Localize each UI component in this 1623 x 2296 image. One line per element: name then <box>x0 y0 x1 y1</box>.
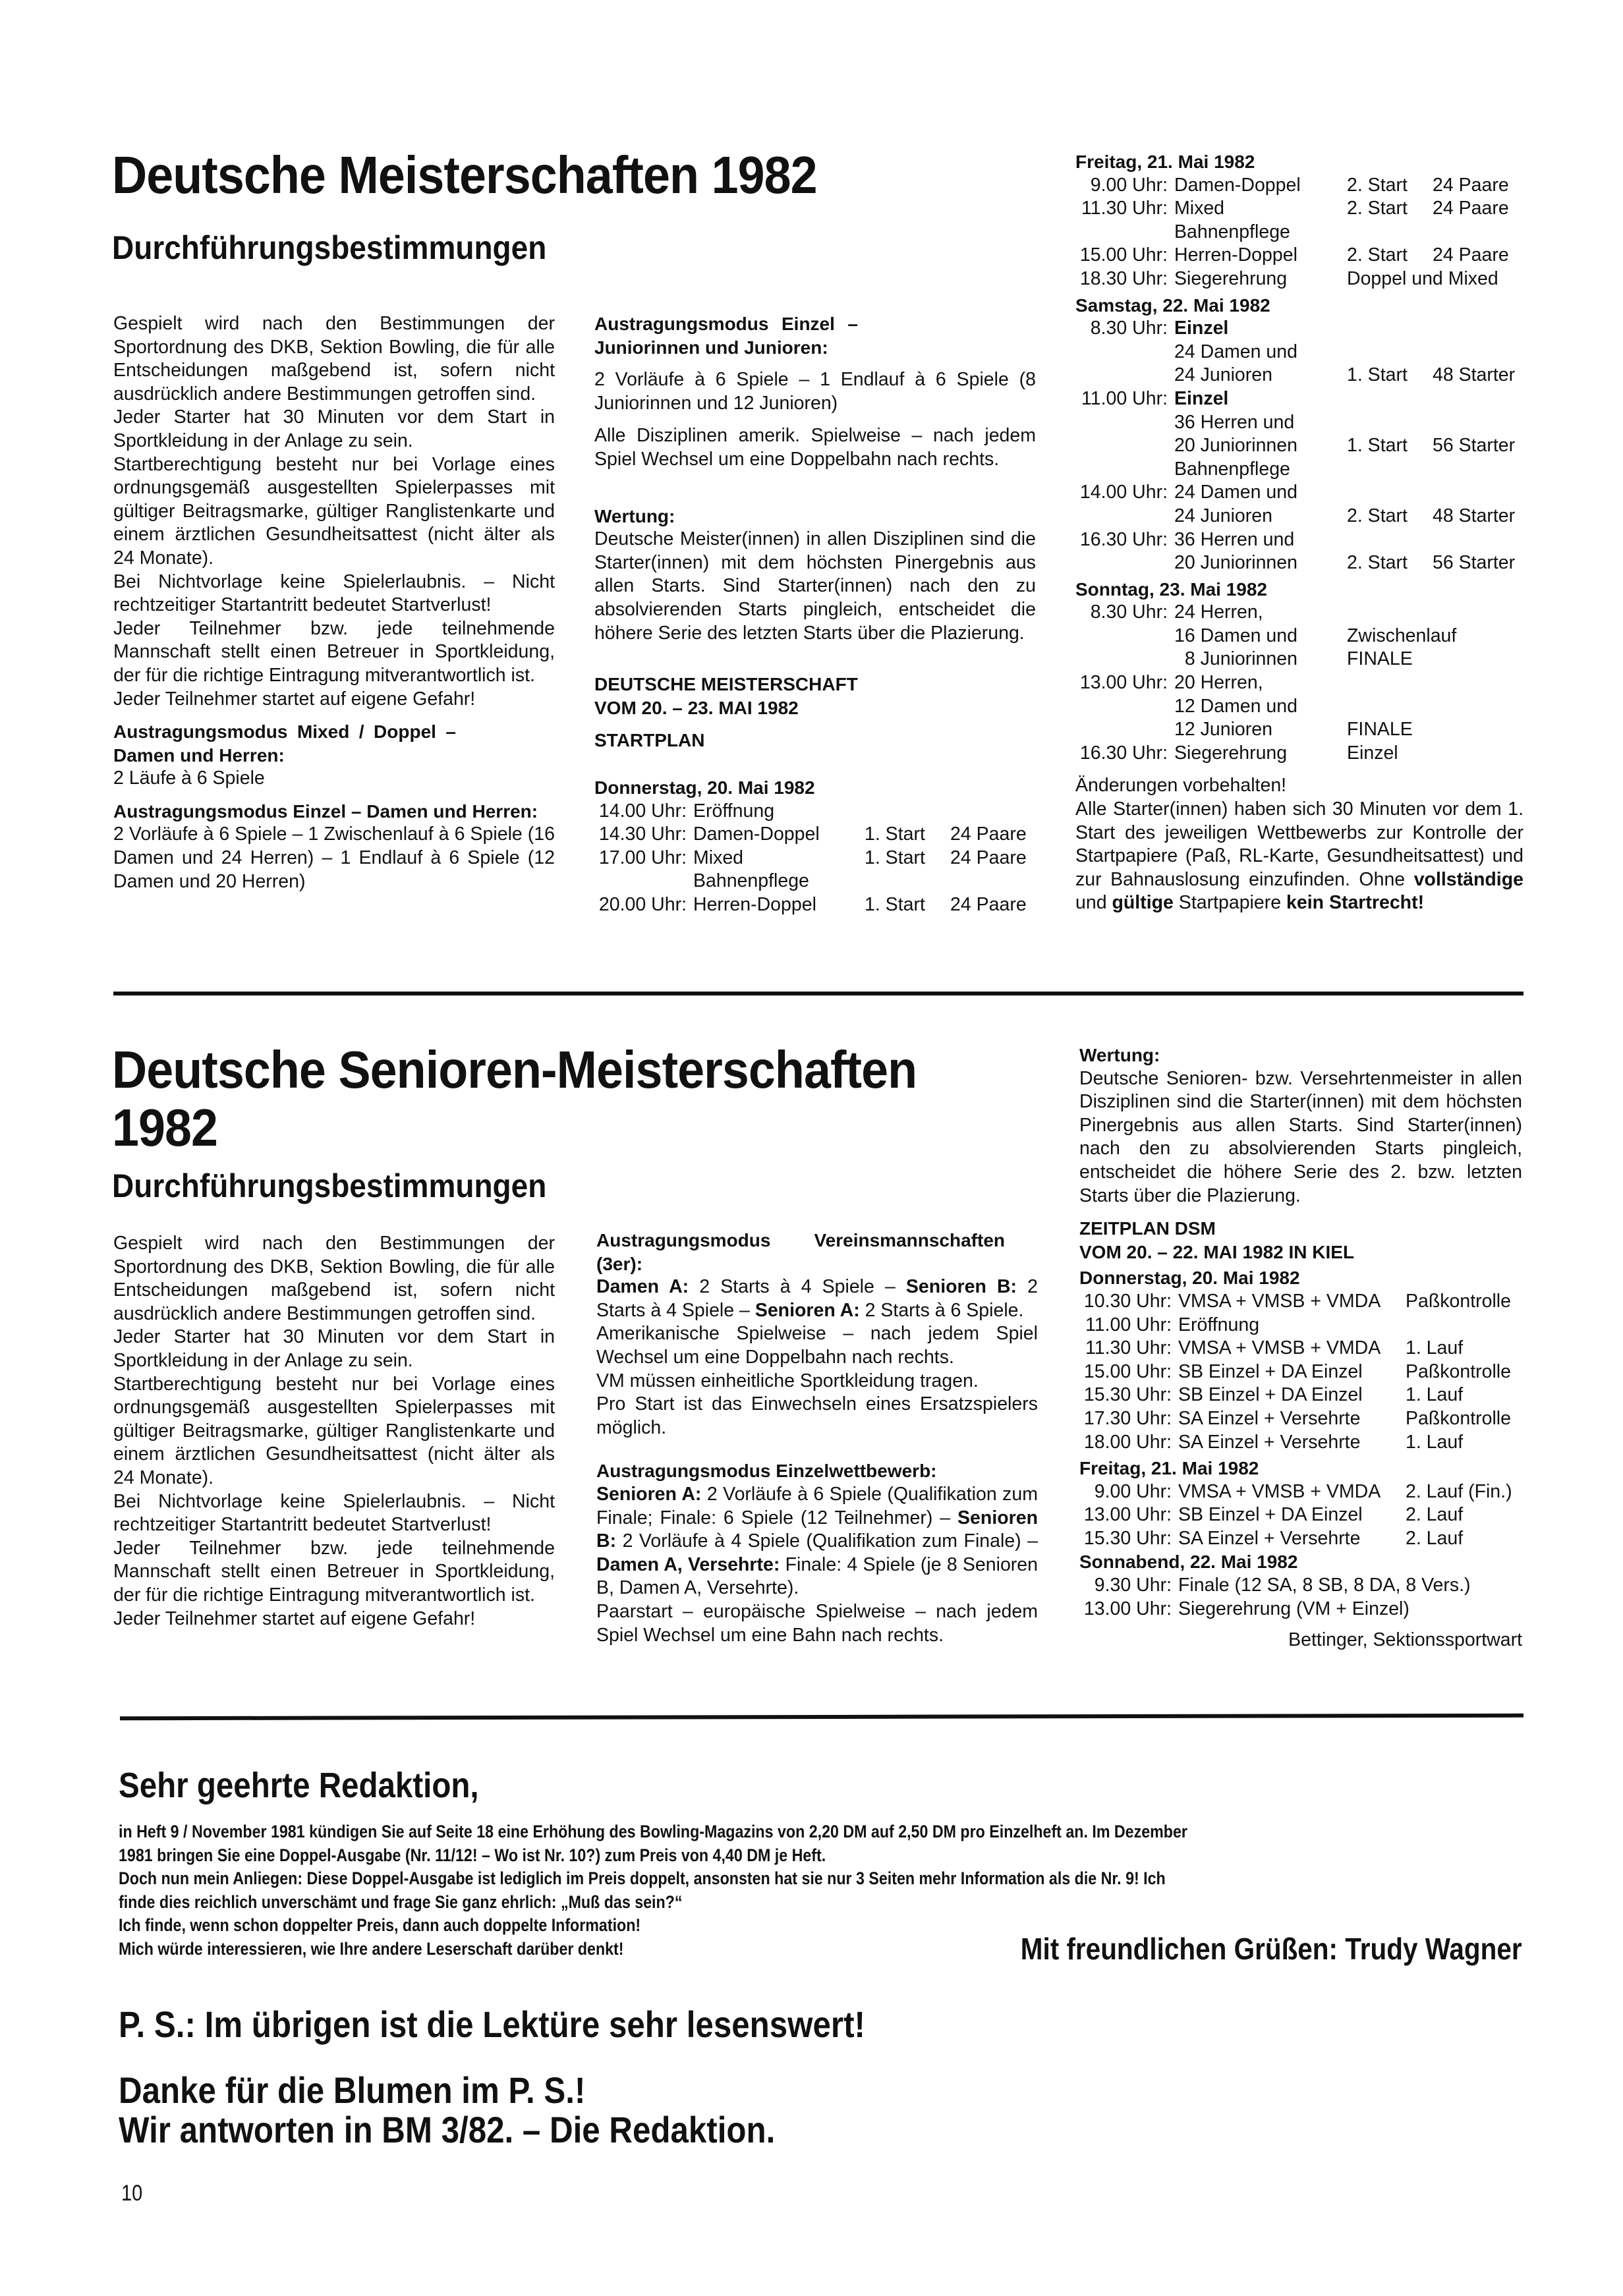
section-2-title-year: 1982 <box>112 1098 218 1157</box>
rules-paragraph: Jeder Starter hat 30 Minuten vor dem Start in Sportkleidung in der Anlage zu sein. <box>113 406 555 451</box>
schedule-row <box>1075 364 1523 387</box>
schedule-day-title: Donnerstag, 20. Mai 1982 <box>594 777 815 798</box>
section-1-subtitle: Durchführungsbestimmungen <box>112 229 547 266</box>
schedule-row <box>1075 387 1523 411</box>
schedule-time <box>1075 458 1174 482</box>
schedule-event: 24 Herren, <box>1174 602 1263 623</box>
schedule-event: Mixed <box>1174 198 1225 219</box>
schedule-event: Einzel <box>1174 387 1229 409</box>
zeitplan-heading: ZEITPLAN DSM <box>1079 1218 1216 1239</box>
schedule-start: Zwischenlauf <box>1347 625 1457 646</box>
section-divider <box>120 1714 1523 1720</box>
schedule-start <box>1347 221 1433 244</box>
schedule-start: 1. Start <box>865 824 925 845</box>
schedule-event: Herren-Doppel <box>693 893 816 915</box>
schedule-time <box>1075 695 1174 719</box>
schedule-day <box>1079 1266 1522 1454</box>
schedule-time: 11.00 Uhr: <box>1081 387 1168 409</box>
schedule-count <box>1433 317 1525 341</box>
section-2-header <box>112 1041 1035 1204</box>
vm-text-4: Pro Start ist das Einwechseln eines Ersatzspielers möglich. <box>596 1393 1038 1438</box>
editor-reply-2: Wir antworten in BM 3/82. – Die Redaktion. <box>119 2109 776 2150</box>
schedule-event: 12 Junioren <box>1174 719 1272 741</box>
schedule-row <box>1079 1384 1522 1407</box>
schedule-event: SB Einzel + DA Einzel <box>1178 1384 1363 1406</box>
schedule-event: SA Einzel + Versehrte <box>1178 1407 1361 1429</box>
schedule-start: FINALE <box>1347 719 1413 741</box>
vm-text: Damen A: 2 Starts à 4 Spiele – Senioren B: 2 Starts à 4 Spiele – Senioren A: 2 Starts à 6 Spiele. <box>596 1276 1038 1321</box>
schedule-start: 2. Start <box>1347 552 1408 574</box>
schedule-day <box>1075 294 1523 575</box>
schedule-count <box>950 870 1042 893</box>
schedule-start <box>1347 341 1433 364</box>
schedule-row <box>1075 601 1523 625</box>
letter-line: 1981 bringen Sie eine Doppel-Ausgabe (Nr. 11/12! – Wo ist Nr. 10?) zum Preis von 4,40 DM je Heft. <box>119 1845 826 1865</box>
wertung-text: Deutsche Senioren- bzw. Versehrtenmeister in allen Disziplinen sind die Starter(innen) mit dem höchsten Pinergebnis aus allen Starts. Sind Starter(innen) nach den zu absolvierenden Starts pingleich, entscheidet die höhere Serie des 2. bzw. letzten Starts über die Plazierung. <box>1079 1067 1522 1206</box>
schedule-row <box>1075 481 1523 505</box>
letter-line: in Heft 9 / November 1981 kündigen Sie auf Seite 18 eine Erhöhung des Bowling-Magazins von 2,20 DM auf 2,50 DM pro Einzelheft an. Im Dezember <box>119 1822 1187 1841</box>
section-1-header <box>112 146 1035 266</box>
schedule-event: 12 Damen und <box>1174 695 1297 717</box>
schedule-time: 13.00 Uhr: <box>1083 1504 1172 1526</box>
letter-salutation: Sehr geehrte Redaktion, <box>119 1766 479 1805</box>
schedule-row <box>1079 1314 1522 1337</box>
wertung-heading: Wertung: <box>594 505 675 526</box>
rules-paragraph: Gespielt wird nach den Bestimmungen der Sportordnung des DKB, Sektion Bowling, die für alle Entscheidungen maßgebend ist, sofern nicht ausdrücklich andere Bestimmungen getroffen sind. <box>113 1233 555 1324</box>
schedule-time <box>1075 718 1174 742</box>
schedule-start: 1. Start <box>1347 435 1408 457</box>
schedule-start <box>1347 528 1433 552</box>
mixed-heading: Austragungsmodus Mixed / Doppel – Damen und Herren: <box>113 721 456 766</box>
schedule-count <box>1433 458 1525 482</box>
schedule-event: SB Einzel + DA Einzel <box>1178 1360 1363 1382</box>
schedule-time: 16.30 Uhr: <box>1079 528 1168 550</box>
schedule-time: 17.00 Uhr: <box>598 847 687 868</box>
schedule-day-title: Freitag, 21. Mai 1982 <box>1079 1458 1259 1479</box>
schedule-row <box>1079 1480 1522 1504</box>
rules-paragraph: Jeder Teilnehmer startet auf eigene Gefahr! <box>113 1608 476 1629</box>
schedule-row <box>1075 411 1523 435</box>
schedule-event: Siegerehrung (VM + Einzel) <box>1178 1598 1409 1619</box>
schedule-time: 14.00 Uhr: <box>1079 482 1168 503</box>
schedule-time: 9.30 Uhr: <box>1094 1575 1172 1596</box>
schedule-event: SB Einzel + DA Einzel <box>1178 1504 1363 1526</box>
rules-paragraph: Jeder Teilnehmer bzw. jede teilnehmende Mannschaft stellt einen Betreuer in Sportkleidung, der für die richtige Eintragung mitverantwortlich ist. <box>113 617 555 686</box>
schedule-start <box>1347 317 1433 341</box>
section-2-col-3 <box>1079 1044 1522 1652</box>
schedule-event: 16 Damen und <box>1174 625 1297 646</box>
schedule-count: 24 Paare <box>950 847 1027 868</box>
letter-line: Mich würde interessieren, wie Ihre andere Leserschaft darüber denkt! <box>119 1938 624 1959</box>
rules-paragraph: Jeder Teilnehmer bzw. jede teilnehmende Mannschaft stellt einen Betreuer in Sportkleidung, der für die richtige Eintragung mitverantwortlich ist. <box>113 1537 555 1606</box>
schedule-note: Paßkontrolle <box>1406 1290 1511 1312</box>
schedule-time: 15.30 Uhr: <box>1083 1384 1172 1406</box>
schedule-count <box>1433 671 1525 695</box>
changes-note: Änderungen vorbehalten! <box>1075 775 1287 797</box>
rules-paragraph: Startberechtigung besteht nur bei Vorlage eines ordnungsgemäß ausgestellten Spielerpasses mit gültiger Beitragsmarke, gültiger Ranglistenkarte und einem ärztlichen Gesundheitsattest (nicht älter als 24 Monate). <box>113 453 555 569</box>
schedule-count: 24 Paare <box>1433 174 1509 196</box>
schedule-row <box>1075 528 1523 552</box>
schedule-row <box>1079 1337 1522 1360</box>
schedule-row <box>1075 742 1523 766</box>
schedule-time <box>1075 648 1174 671</box>
wertung-heading: Wertung: <box>1079 1045 1160 1065</box>
schedule-event: 24 Junioren <box>1174 505 1272 526</box>
schedule-count <box>1433 625 1525 648</box>
schedule-day-title: Samstag, 22. Mai 1982 <box>1075 294 1270 316</box>
schedule-count: 48 Starter <box>1433 505 1516 526</box>
wertung-text: Deutsche Meister(innen) in allen Disziplinen sind die Starter(innen) mit dem höchsten Pinergebnis aus allen Starts. Sind Starter(innen) nach den zu absolvierenden Starts pingleich, entscheidet die höhere Serie des letzten Starts über die Plazierung. <box>594 528 1036 644</box>
schedule-time: 11.30 Uhr: <box>1085 1337 1172 1359</box>
editor-reply-1: Danke für die Blumen im P. S.! <box>119 2069 586 2111</box>
schedule-time: 15.00 Uhr: <box>1079 244 1168 266</box>
startplan-heading: DEUTSCHE MEISTERSCHAFT <box>594 674 858 695</box>
schedule-row <box>1075 221 1523 244</box>
schedule-day <box>1075 150 1523 291</box>
schedule-start: FINALE <box>1347 648 1413 670</box>
schedule-count <box>1433 411 1525 435</box>
schedule-event: SA Einzel + Versehrte <box>1178 1527 1361 1549</box>
section-2-col-1 <box>113 1232 555 1631</box>
section-1-title: Deutsche Meisterschaften 1982 <box>112 146 817 204</box>
schedule-day <box>1075 578 1523 766</box>
schedule-time: 18.30 Uhr: <box>1079 267 1168 289</box>
schedule-event: VMSA + VMSB + VMDA <box>1178 1290 1381 1312</box>
schedule-day <box>594 776 1036 917</box>
schedule-start: 1. Start <box>865 893 925 915</box>
schedule-start <box>865 870 950 893</box>
schedule-row <box>1079 1431 1522 1455</box>
schedule-count: 48 Starter <box>1433 364 1516 386</box>
schedule-event: Eröffnung <box>1178 1314 1260 1335</box>
schedule-note: 2. Lauf <box>1406 1504 1464 1526</box>
schedule-start: Einzel <box>1347 742 1398 764</box>
einzel-heading: Austragungsmodus Einzel – Damen und Herren: <box>113 800 538 822</box>
schedule-count <box>1433 648 1525 671</box>
schedule-row <box>1075 341 1523 364</box>
letter-line: Doch nun mein Anliegen: Diese Doppel-Ausgabe ist lediglich im Preis doppelt, ansonsten hat sie nur 3 Seiten mehr Information als die Nr. 9! Ich <box>119 1868 1166 1888</box>
section-2-subtitle: Durchführungsbestimmungen <box>112 1167 547 1204</box>
schedule-note: 1. Lauf <box>1406 1431 1464 1453</box>
schedule-start <box>1347 671 1433 695</box>
schedule-time <box>1075 551 1174 575</box>
schedule-event: 36 Herren und <box>1174 411 1295 433</box>
schedule-time: 18.00 Uhr: <box>1083 1431 1172 1453</box>
schedule-event: 20 Herren, <box>1174 672 1263 694</box>
schedule-time <box>1075 625 1174 648</box>
schedule-row <box>1079 1360 1522 1384</box>
section-1-col-3 <box>1075 150 1523 915</box>
einzelwettbewerb-text: Senioren A: 2 Vorläufe à 6 Spiele (Qualifikation zum Finale; Finale: 6 Spiele (12 Teilnehmer) – Senioren B: 2 Vorläufe à 4 Spiele (Qualifikation zum Finale) – Damen A, Versehrte: Finale: 4 Spiele (je 8 Senioren B, Damen A, Versehrte). <box>596 1483 1038 1599</box>
schedule-row <box>1075 458 1523 482</box>
schedule-note <box>1508 1598 1521 1621</box>
einzelwettbewerb-text-2: Paarstart – europäische Spielweise – nach jedem Spiel Wechsel um eine Bahn nach rechts. <box>596 1600 1038 1646</box>
schedule-time: 10.30 Uhr: <box>1083 1290 1172 1312</box>
schedule-time: 9.00 Uhr: <box>1090 174 1168 196</box>
schedule-row <box>594 847 1036 870</box>
schedule-start: Doppel und Mixed <box>1347 267 1498 289</box>
section-1-col-1 <box>113 312 555 893</box>
schedule-time: 8.30 Uhr: <box>1090 602 1168 623</box>
schedule-time <box>1075 434 1174 458</box>
schedule-count <box>1433 387 1525 411</box>
rules-paragraph: Bei Nichtvorlage keine Spielerlaubnis. – Nicht rechtzeitiger Startantritt bedeutet Startverlust! <box>113 1490 555 1536</box>
schedule-count <box>1433 481 1525 505</box>
schedule-event: Bahnenpflege <box>1174 458 1290 480</box>
schedule-row <box>1075 267 1523 291</box>
schedule-time: 9.00 Uhr: <box>1094 1480 1172 1502</box>
schedule-count <box>1433 718 1525 742</box>
zeitplan-dates: VOM 20. – 22. MAI 1982 IN KIEL <box>1079 1241 1355 1262</box>
schedule-note: 1. Lauf <box>1406 1384 1464 1406</box>
schedule-start: 2. Start <box>1347 244 1408 266</box>
schedule-note: Paßkontrolle <box>1406 1407 1511 1429</box>
schedule-time: 20.00 Uhr: <box>598 893 687 915</box>
schedule-event: Bahnenpflege <box>1174 221 1290 242</box>
schedule-start: 2. Start <box>1347 174 1408 196</box>
schedule-day <box>1079 1457 1522 1550</box>
schedule-event: Herren-Doppel <box>1174 244 1297 266</box>
schedule-count <box>1433 528 1525 552</box>
schedule-row <box>594 893 1036 917</box>
schedule-event: VMSA + VMSB + VMDA <box>1178 1337 1381 1359</box>
schedule-time <box>1075 221 1174 244</box>
schedule-time <box>594 870 693 893</box>
schedule-start <box>1347 411 1433 435</box>
schedule-row <box>1079 1527 1522 1551</box>
schedule-start: 2. Start <box>1347 198 1408 219</box>
schedule-time <box>1075 364 1174 387</box>
schedule-event: 20 Juniorinnen <box>1174 435 1297 457</box>
rules-paragraph: Startberechtigung besteht nur bei Vorlage eines ordnungsgemäß ausgestellten Spielerpasses mit gültiger Beitragsmarke, gültiger Ranglistenkarte und einem ärztlichen Gesundheitsattest (nicht älter als 24 Monate). <box>113 1373 555 1488</box>
schedule-row <box>1075 197 1523 221</box>
schedule-time <box>1075 341 1174 364</box>
section-2-title: Deutsche Senioren-Meisterschaften <box>112 1040 917 1099</box>
letter-line: finde dies reichlich unverschämt und frage Sie ganz ehrlich: „Muß das sein?“ <box>119 1891 683 1912</box>
section-divider <box>113 992 1523 995</box>
vm-text-3: VM müssen einheitliche Sportkleidung tragen. <box>596 1370 979 1391</box>
schedule-note <box>1406 1314 1524 1337</box>
einzel-text: 2 Vorläufe à 6 Spiele – 1 Zwischenlauf à 6 Spiele (16 Damen und 24 Herren) – 1 Endlauf à 6 Spiele (12 Damen und 20 Herren) <box>113 824 555 892</box>
schedule-count <box>1433 341 1525 364</box>
schedule-row <box>594 870 1036 893</box>
schedule-event: Eröffnung <box>693 800 775 822</box>
letter-line: Ich finde, wenn schon doppelter Preis, dann auch doppelte Information! <box>119 1915 641 1935</box>
letter-postscript: P. S.: Im übrigen ist die Lektüre sehr lesenswert! <box>119 2003 865 2045</box>
schedule-event: 20 Juniorinnen <box>1174 552 1297 574</box>
schedule-row <box>1079 1290 1522 1314</box>
schedule-count: 24 Paare <box>950 824 1027 845</box>
schedule-event: 24 Damen und <box>1174 482 1297 503</box>
schedule-time: 16.30 Uhr: <box>1079 742 1168 764</box>
section-1-col-2 <box>594 312 1036 916</box>
schedule-time <box>1075 411 1174 435</box>
schedule-row <box>594 800 1036 824</box>
schedule-note: 1. Lauf <box>1406 1337 1464 1359</box>
schedule-event: 24 Junioren <box>1174 364 1272 386</box>
schedule-row <box>1075 695 1523 719</box>
schedule-event: Siegerehrung <box>1174 742 1288 764</box>
schedule-time: 11.00 Uhr: <box>1085 1314 1172 1335</box>
schedule-day-title: Donnerstag, 20. Mai 1982 <box>1079 1268 1300 1289</box>
schedule-row <box>1075 434 1523 458</box>
schedule-day-title: Sonnabend, 22. Mai 1982 <box>1079 1552 1298 1573</box>
schedule-row <box>1079 1503 1522 1527</box>
schedule-count: 24 Paare <box>950 893 1027 915</box>
schedule-event: Einzel <box>1174 318 1229 339</box>
schedule-row <box>1075 317 1523 341</box>
schedule-start: 1. Start <box>1347 364 1408 386</box>
page-number: 10 <box>121 2181 143 2206</box>
schedule-time: 14.00 Uhr: <box>598 800 687 822</box>
schedule-time: 11.30 Uhr: <box>1081 198 1168 219</box>
schedule-count: 56 Starter <box>1433 435 1516 457</box>
schedule-time: 17.30 Uhr: <box>1083 1407 1172 1429</box>
schedule-event: 24 Damen und <box>1174 341 1297 362</box>
schedule-event: Finale (12 SA, 8 SB, 8 DA, 8 Vers.) <box>1178 1575 1471 1596</box>
schedule-event: 8 Juniorinnen <box>1174 648 1297 670</box>
signature: Bettinger, Sektionssportwart <box>1288 1629 1522 1651</box>
mixed-text: 2 Läufe à 6 Spiele <box>113 768 265 789</box>
rules-paragraph: Jeder Teilnehmer startet auf eigene Gefahr! <box>113 688 476 710</box>
schedule-time: 13.00 Uhr: <box>1083 1598 1172 1619</box>
startplan-dates: VOM 20. – 23. MAI 1982 <box>594 697 799 718</box>
schedule-event: Damen-Doppel <box>1174 174 1301 196</box>
schedule-event: SA Einzel + Versehrte <box>1178 1431 1361 1453</box>
start-papers-note: Alle Starter(innen) haben sich 30 Minuten vor dem 1. Start des jeweiligen Wettbewerbs zur Kontrolle der Startpapiere (Paß, RL-Karte, Gesundheitsattest) und zur Bahnauslosung einzufinden. Ohne vollständige und gültige Startpapiere kein Startrecht! <box>1075 798 1523 914</box>
schedule-count <box>950 800 1042 824</box>
schedule-row <box>1075 625 1523 648</box>
junior-text: 2 Vorläufe à 6 Spiele – 1 Endlauf à 6 Spiele (8 Juniorinnen und 12 Junioren) <box>594 369 1036 414</box>
schedule-count: 24 Paare <box>1433 198 1509 219</box>
startplan-label: STARTPLAN <box>594 730 705 751</box>
schedule-row <box>1075 648 1523 671</box>
schedule-start <box>1347 481 1433 505</box>
rules-paragraph: Gespielt wird nach den Bestimmungen der Sportordnung des DKB, Sektion Bowling, die für alle Entscheidungen maßgebend ist, sofern nicht ausdrücklich andere Bestimmungen getroffen sind. <box>113 313 555 405</box>
schedule-start <box>865 800 950 824</box>
schedule-time: 8.30 Uhr: <box>1090 318 1168 339</box>
schedule-start <box>1347 695 1433 719</box>
schedule-event: Mixed <box>693 847 744 868</box>
schedule-count: 24 Paare <box>1433 244 1509 266</box>
rules-paragraph: Bei Nichtvorlage keine Spielerlaubnis. – Nicht rechtzeitiger Startantritt bedeutet Startverlust! <box>113 571 555 616</box>
schedule-note <box>1508 1574 1521 1598</box>
schedule-row <box>1075 718 1523 742</box>
schedule-event: 36 Herren und <box>1174 528 1295 550</box>
schedule-row <box>1079 1574 1522 1598</box>
schedule-row <box>1075 551 1523 575</box>
schedule-row <box>1079 1407 1522 1431</box>
vm-heading: Austragungsmodus Vereinsmannschaften (3er): <box>596 1230 1005 1274</box>
schedule-note: 2. Lauf <box>1406 1527 1464 1549</box>
schedule-start <box>1347 387 1433 411</box>
schedule-start <box>1347 458 1433 482</box>
schedule-start <box>1347 601 1433 625</box>
schedule-row <box>594 823 1036 847</box>
schedule-note: 2. Lauf (Fin.) <box>1406 1480 1512 1502</box>
schedule-day <box>1079 1550 1522 1621</box>
schedule-start: 1. Start <box>865 847 925 868</box>
section-2-col-2 <box>596 1229 1038 1647</box>
schedule-event: Damen-Doppel <box>693 824 820 845</box>
schedule-count <box>1433 695 1525 719</box>
schedule-event: Bahnenpflege <box>693 870 809 892</box>
schedule-event: VMSA + VMSB + VMDA <box>1178 1480 1381 1502</box>
rules-paragraph: Jeder Starter hat 30 Minuten vor dem Start in Sportkleidung in der Anlage zu sein. <box>113 1326 555 1371</box>
schedule-note: Paßkontrolle <box>1406 1360 1511 1382</box>
schedule-time: 15.30 Uhr: <box>1083 1527 1172 1549</box>
schedule-day-title: Sonntag, 23. Mai 1982 <box>1075 578 1267 600</box>
schedule-count <box>1433 742 1525 766</box>
schedule-row <box>1075 174 1523 198</box>
schedule-time: 13.00 Uhr: <box>1079 672 1168 694</box>
schedule-time: 15.00 Uhr: <box>1083 1360 1172 1382</box>
schedule-time: 14.30 Uhr: <box>598 824 687 845</box>
schedule-day-title: Freitag, 21. Mai 1982 <box>1075 152 1255 172</box>
junior-heading: Austragungsmodus Einzel – Juniorinnen und Junioren: <box>594 314 858 358</box>
schedule-start: 2. Start <box>1347 505 1408 526</box>
schedule-count <box>1433 267 1525 291</box>
schedule-row <box>1079 1598 1522 1621</box>
schedule-row <box>1075 671 1523 695</box>
schedule-count: 56 Starter <box>1433 552 1516 574</box>
schedule-event: Siegerehrung <box>1174 267 1288 289</box>
schedule-row <box>1075 505 1523 528</box>
schedule-time <box>1075 505 1174 528</box>
einzelwettbewerb-heading: Austragungsmodus Einzelwettbewerb: <box>596 1461 937 1482</box>
schedule-count <box>1433 601 1525 625</box>
schedule-row <box>1075 244 1523 267</box>
schedule-count <box>1433 221 1525 244</box>
vm-text-2: Amerikanische Spielweise – nach jedem Spiel Wechsel um eine Doppelbahn nach rechts. <box>596 1323 1038 1368</box>
junior-text-2: Alle Disziplinen amerik. Spielweise – nach jedem Spiel Wechsel um eine Doppelbahn nach rechts. <box>594 425 1036 470</box>
letter-closing: Mit freundlichen Grüßen: Trudy Wagner <box>1021 1932 1522 1966</box>
